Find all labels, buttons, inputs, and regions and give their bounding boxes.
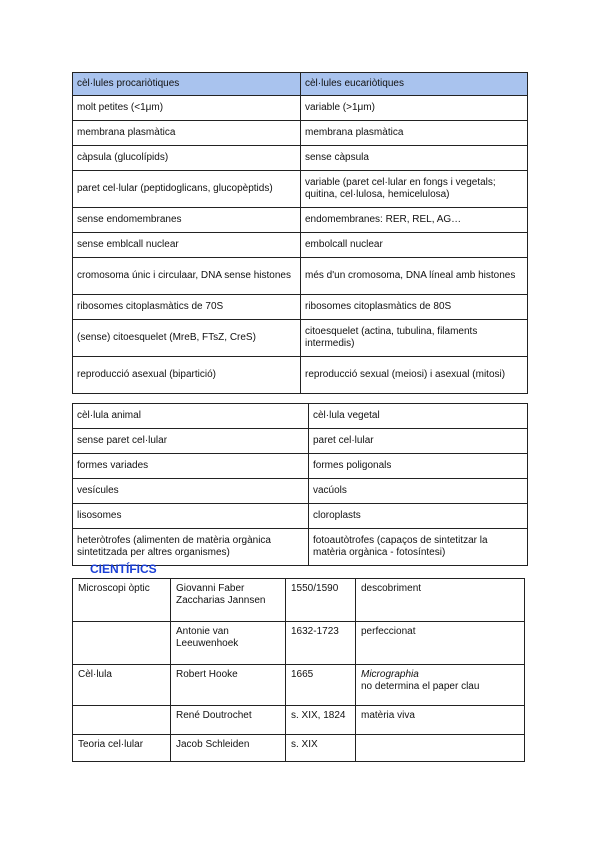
table-row (73, 121, 528, 146)
table-cell: citoesquelet (actina, tubulina, filaments intermedis) (301, 320, 528, 357)
table-cell: cromosoma únic i circulaar, DNA sense histones (73, 258, 301, 295)
name-cell: René Doutrochet (171, 706, 286, 735)
name-cell: Giovanni Faber Zaccharias Jannsen (171, 579, 286, 622)
table-cell: càpsula (glucolípids) (73, 146, 301, 171)
table-cell: formes poligonals (309, 454, 528, 479)
table-cell: sense càpsula (301, 146, 528, 171)
note-cell: descobriment (356, 579, 525, 622)
table-cell: vacúols (309, 479, 528, 504)
table-cell: sense emblcall nuclear (73, 233, 301, 258)
header-cell: cèl·lules procariòtiques (73, 73, 301, 96)
topic-cell (73, 706, 171, 735)
note-cell (356, 665, 525, 706)
table-cell: sense endomembranes (73, 208, 301, 233)
table-row (73, 146, 528, 171)
table-row (73, 295, 528, 320)
header-cell: cèl·lula vegetal (309, 404, 528, 429)
table-cell: formes variades (73, 454, 309, 479)
table-row (73, 504, 528, 529)
table-row (73, 357, 528, 394)
table-row (73, 96, 528, 121)
table-cell: lisosomes (73, 504, 309, 529)
table-cell: fotoautòtrofes (capaços de sintetitzar la matèria orgànica - fotosíntesi) (309, 529, 528, 566)
table-row (73, 735, 525, 762)
note-text: no determina el paper clau (361, 681, 480, 692)
note-cell: matèria viva (356, 706, 525, 735)
table-cell: paret cel·lular (peptidoglicans, glucopèptids) (73, 171, 301, 208)
book-title: Micrographia (361, 669, 419, 680)
table-cell: reproducció asexual (bipartició) (73, 357, 301, 394)
table-cell: ribosomes citoplasmàtics de 70S (73, 295, 301, 320)
date-cell: 1550/1590 (286, 579, 356, 622)
table-cell: molt petites (<1μm) (73, 96, 301, 121)
table-row (73, 529, 528, 566)
table-cell: reproducció sexual (meiosi) i asexual (mitosi) (301, 357, 528, 394)
table-row (73, 622, 525, 665)
table-cell: membrana plasmàtica (301, 121, 528, 146)
date-cell: s. XIX (286, 735, 356, 762)
topic-cell: Microscopi òptic (73, 579, 171, 622)
table-row (73, 320, 528, 357)
table-row (73, 429, 528, 454)
scientists-title: CIENTÍFICS (90, 562, 157, 576)
table-header-row (73, 404, 528, 429)
header-cell: cèl·lula animal (73, 404, 309, 429)
table-cell: ribosomes citoplasmàtics de 80S (301, 295, 528, 320)
name-cell: Robert Hooke (171, 665, 286, 706)
table-header-row (73, 73, 528, 96)
scientists-table (72, 578, 525, 762)
topic-cell: Teoria cel·lular (73, 735, 171, 762)
note-cell (356, 735, 525, 762)
table-cell: heteròtrofes (alimenten de matèria orgànica sintetitzada per altres organismes) (73, 529, 309, 566)
name-cell: Jacob Schleiden (171, 735, 286, 762)
table-cell: més d'un cromosoma, DNA líneal amb histones (301, 258, 528, 295)
table-cell: paret cel·lular (309, 429, 528, 454)
table-cell: (sense) citoesquelet (MreB, FTsZ, CreS) (73, 320, 301, 357)
table-cell: variable (>1μm) (301, 96, 528, 121)
table-row (73, 579, 525, 622)
table-cell: cloroplasts (309, 504, 528, 529)
note-cell: perfeccionat (356, 622, 525, 665)
table-cell: embolcall nuclear (301, 233, 528, 258)
table-cell: variable (paret cel·lular en fongs i vegetals; quitina, cel·lulosa, hemicelulosa) (301, 171, 528, 208)
date-cell: s. XIX, 1824 (286, 706, 356, 735)
table-row (73, 171, 528, 208)
header-cell: cèl·lules eucariòtiques (301, 73, 528, 96)
table-row (73, 706, 525, 735)
topic-cell: Cèl·lula (73, 665, 171, 706)
table-row (73, 233, 528, 258)
table-cell: endomembranes: RER, REL, AG… (301, 208, 528, 233)
prokaryote-eukaryote-table (72, 72, 528, 394)
animal-plant-table (72, 403, 528, 566)
date-cell: 1632-1723 (286, 622, 356, 665)
table-row (73, 479, 528, 504)
date-cell: 1665 (286, 665, 356, 706)
name-cell: Antonie van Leeuwenhoek (171, 622, 286, 665)
table-cell: vesícules (73, 479, 309, 504)
table-row (73, 208, 528, 233)
table-row (73, 454, 528, 479)
table-cell: sense paret cel·lular (73, 429, 309, 454)
table-cell: membrana plasmàtica (73, 121, 301, 146)
topic-cell (73, 622, 171, 665)
table-row (73, 665, 525, 706)
table-row (73, 258, 528, 295)
